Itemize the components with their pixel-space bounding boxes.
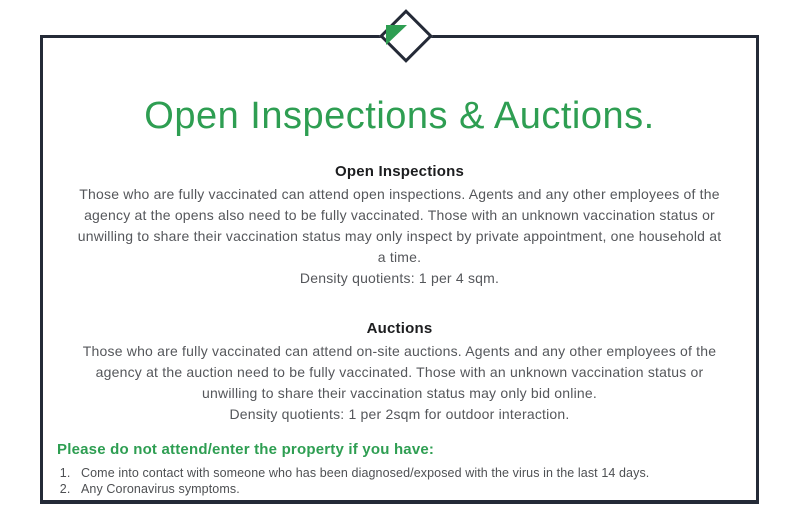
auctions-heading: Auctions [366, 319, 433, 337]
warning-section [57, 441, 747, 497]
open-inspections-body: Those who are fully vaccinated can attend open inspections. Agents and any other employees of the agency at the opens also need to be fully vaccinated. Those with an unknown vaccination status or unwilling to share their vaccination status may only inspect by private appointment, one household at a time. [77, 185, 722, 265]
section-open-inspections [43, 163, 756, 289]
warning-list [57, 465, 747, 497]
section-auctions [43, 320, 756, 425]
warning-list-item: 1. Come into contact with someone who has been diagnosed/exposed with the virus in the last 14 days. [74, 465, 747, 481]
open-inspections-density-line: Density quotients: 1 per 4 sqm. [299, 269, 500, 286]
auctions-density-line: Density quotients: 1 per 2sqm for outdoor interaction. [229, 405, 570, 422]
auctions-body: Those who are fully vaccinated can attend on-site auctions. Agents and any other employees of the agency at the auction need to be fully vaccinated. Those with an unknown vaccination status or unwilling to share their vaccination status may only bid online. [82, 342, 717, 401]
warning-heading: Please do not attend/enter the property if you have: [57, 441, 435, 458]
page-title: Open Inspections & Auctions. [144, 95, 655, 137]
open-inspections-heading: Open Inspections [334, 162, 465, 180]
notice-content [43, 38, 756, 500]
warning-list-item: 2. Any Coronavirus symptoms. [74, 481, 747, 497]
